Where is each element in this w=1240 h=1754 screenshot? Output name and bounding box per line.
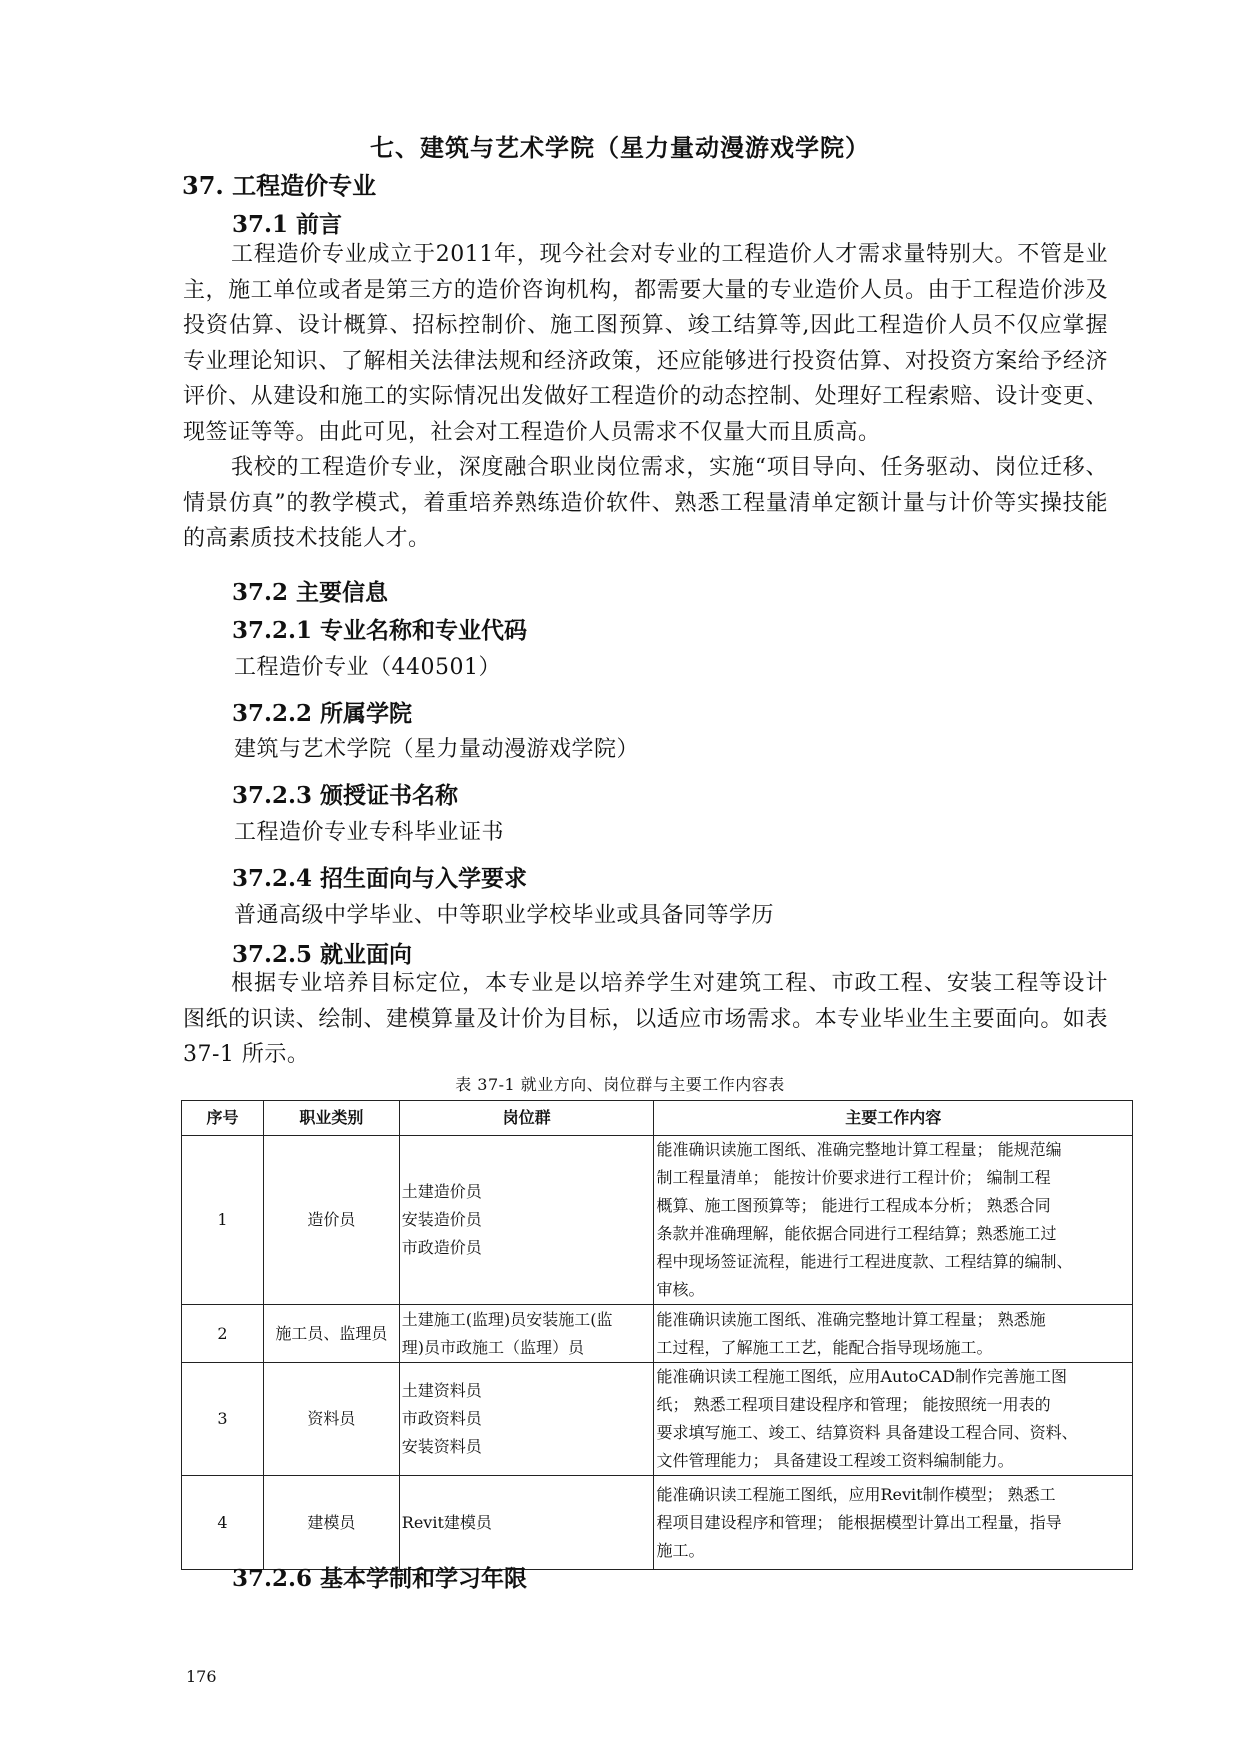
preface-paragraph-1: 工程造价专业成立于2011年，现今社会对专业的工程造价人才需求量特别大。不管是业主，施工单位或者是第三方的造价咨询机构，都需要大量的专业造价人员。由于工程造价涉及投资估算、设计概算、招标控制价、施工图预算、竣工结算等,因此工程造价人员不仅应掌握专业理论知识、了解相关法律法规和经济政策，还应能够进行投资估算、对投资方案给予经济评价、从建设和施工的实际情况出发做好工程造价的动态控制、处理好工程索赔、设计变更、现签证等等。由此可见，社会对工程造价人员需求不仅量大而且质高。 bbox=[183, 242, 1108, 445]
employment-table bbox=[181, 1100, 1133, 1570]
preface-paragraph-2: 我校的工程造价专业，深度融合职业岗位需求，实施“项目导向、任务驱动、岗位迁移、情景仿真”的教学模式，着重培养熟练造价软件、熟悉工程量清单定额计量与计价等实操技能的高素质技术技能人才。 bbox=[183, 455, 1108, 551]
certificate-name: 工程造价专业专科毕业证书 bbox=[234, 820, 505, 845]
heading-37-2-2: 37.2.2 所属学院 bbox=[232, 700, 413, 727]
row-category: 建模员 bbox=[263, 1476, 399, 1570]
row-positions: 土建资料员 市政资料员 安装资料员 bbox=[399, 1363, 654, 1476]
preface-paragraphs bbox=[183, 237, 1108, 557]
heading-37-2-4: 37.2.4 招生面向与入学要求 bbox=[232, 865, 528, 892]
table-row bbox=[182, 1136, 1133, 1305]
row-content: 能准确识读工程施工图纸，应用Revit制作模型； 熟悉工 程项目建设程序和管理； 能根据模型计算出工程量，指导 施工。 bbox=[654, 1476, 1133, 1570]
row-positions: 土建造价员 安装造价员 市政造价员 bbox=[399, 1136, 654, 1305]
row-content: 能准确识读施工图纸、准确完整地计算工程量； 熟悉施 工过程，了解施工工艺，能配合指导现场施工。 bbox=[654, 1305, 1133, 1363]
table-row bbox=[182, 1476, 1133, 1570]
section-title: 37. 工程造价专业 bbox=[182, 171, 377, 200]
col-header-positions: 岗位群 bbox=[399, 1101, 654, 1136]
employment-paragraph: 根据专业培养目标定位，本专业是以培养学生对建筑工程、市政工程、安装工程等设计图纸的识读、绘制、建模算量及计价为目标，以适应市场需求。本专业毕业生主要面向。如表 37-1 所示。 bbox=[183, 971, 1108, 1067]
row-no: 1 bbox=[182, 1136, 264, 1305]
row-content: 能准确识读工程施工图纸，应用AutoCAD制作完善施工图 纸； 熟悉工程项目建设程序和管理； 能按照统一用表的 要求填写施工、竣工、结算资料 具备建设工程合同、资料、 文件管理能力； 具备建设工程竣工资料编制能力。 bbox=[654, 1363, 1133, 1476]
row-category: 造价员 bbox=[263, 1136, 399, 1305]
col-header-category: 职业类别 bbox=[263, 1101, 399, 1136]
heading-37-1: 37.1 前言 bbox=[232, 211, 343, 238]
row-no: 4 bbox=[182, 1476, 264, 1570]
heading-37-2-1: 37.2.1 专业名称和专业代码 bbox=[232, 617, 528, 644]
row-positions: 土建施工(监理)员安装施工(监 理)员市政施工（监理）员 bbox=[399, 1305, 654, 1363]
table-row bbox=[182, 1363, 1133, 1476]
heading-37-2-6: 37.2.6 基本学制和学习年限 bbox=[232, 1565, 528, 1592]
row-positions: Revit建模员 bbox=[399, 1476, 654, 1570]
row-no: 3 bbox=[182, 1363, 264, 1476]
col-header-content: 主要工作内容 bbox=[654, 1101, 1133, 1136]
admission-requirement: 普通高级中学毕业、中等职业学校毕业或具备同等学历 bbox=[234, 903, 775, 928]
row-category: 施工员、监理员 bbox=[263, 1305, 399, 1363]
employment-paragraph-block bbox=[183, 966, 1108, 1073]
row-no: 2 bbox=[182, 1305, 264, 1363]
heading-37-2: 37.2 主要信息 bbox=[232, 579, 389, 606]
college-name: 建筑与艺术学院（星力量动漫游戏学院） bbox=[234, 737, 640, 762]
table-row bbox=[182, 1305, 1133, 1363]
major-name-code: 工程造价专业（440501） bbox=[234, 655, 501, 680]
heading-37-2-5: 37.2.5 就业面向 bbox=[232, 941, 413, 968]
heading-37-2-3: 37.2.3 颁授证书名称 bbox=[232, 782, 459, 809]
chapter-title: 七、建筑与艺术学院（星力量动漫游戏学院） bbox=[370, 133, 870, 162]
col-header-no: 序号 bbox=[182, 1101, 264, 1136]
table-header-row bbox=[182, 1101, 1133, 1136]
row-category: 资料员 bbox=[263, 1363, 399, 1476]
page-number: 176 bbox=[186, 1667, 217, 1686]
row-content: 能准确识读施工图纸、准确完整地计算工程量； 能规范编 制工程量清单； 能按计价要求进行工程计价； 编制工程 概算、施工图预算等； 能进行工程成本分析； 熟悉合同 条款并准确理解，能依据合同进行工程结算；熟悉施工过 程中现场签证流程，能进行工程进度款、工程结算的编制、 审核。 bbox=[654, 1136, 1133, 1305]
table-caption: 表 37-1 就业方向、岗位群与主要工作内容表 bbox=[455, 1075, 785, 1094]
